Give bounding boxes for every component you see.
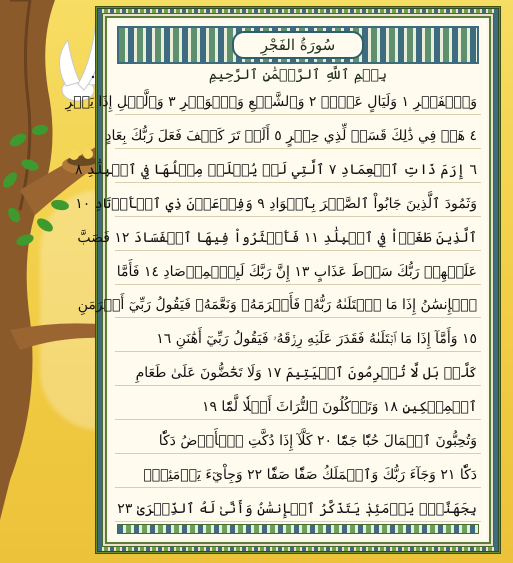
quran-page [65, 6, 501, 554]
verse-line: عَلَيۡهِمۡ رَبُّكَ سَوۡطَ عَذَابٍ ١٣ إِنَّ رَبَّكَ لَبِٱلۡمِرۡصَادِ ١٤ فَأَمَّا [115, 260, 481, 285]
basmala: بِسۡمِ ٱللَّهِ ٱلرَّحۡمَٰنِ ٱلرَّحِيمِ [208, 67, 388, 83]
verse-line: بِجَهَنَّمَۚ يَوۡمَئِذٖ يَتَذَكَّرُ ٱلۡإِنسَٰنُ وَأَنَّىٰ لَهُ ٱلذِّكۡرَىٰ ٢٣ [115, 497, 481, 522]
verse-line: وَتُحِبُّونَ ٱلۡمَالَ حُبّٗا جَمّٗا ٢٠ كَلَّآ إِذَا دُكَّتِ ٱلۡأَرۡضُ دَكّٗا [115, 429, 481, 454]
verse-line: وَٱلۡفَجۡرِ ١ وَلَيَالٍ عَشۡرٖ ٢ وَٱلشَّفۡعِ وَٱلۡوَتۡرِ ٣ وَٱلَّيۡلِ إِذَا يَسۡرِ [115, 90, 481, 115]
surah-title: سُورَةُ الفَجْرِ [232, 31, 364, 59]
surah-title-band [117, 26, 479, 64]
verse-line: ٱلۡإِنسَٰنُ إِذَا مَا ٱبۡتَلَىٰهُ رَبُّهُۥ فَأَكۡرَمَهُۥ وَنَعَّمَهُۥ فَيَقُولُ رَبِّيٓ أَكۡرَمَنِ [115, 293, 481, 318]
verse-line: دَكّٗا ٢١ وَجَآءَ رَبُّكَ وَٱلۡمَلَكُ صَفّٗا صَفّٗا ٢٢ وَجِاْيٓءَ يَوۡمَئِذِۭ [115, 463, 481, 488]
bottom-ornament-band [117, 524, 479, 534]
verse-line: ٱلۡمِسۡكِينِ ١٨ وَتَأۡكُلُونَ ٱلتُّرَاثَ أَكۡلٗا لَّمّٗا ١٩ [115, 395, 481, 420]
verse-line: ١٥ وَأَمَّآ إِذَا مَا ٱبۡتَلَىٰهُ فَقَدَرَ عَلَيۡهِ رِزۡقَهُۥ فَيَقُولُ رَبِّيٓ أَهَٰنَنِ ١٦ [115, 327, 481, 352]
verse-line: ٤ هَلۡ فِي ذَٰلِكَ قَسَمٞ لِّذِي حِجۡرٍ ٥ أَلَمۡ تَرَ كَيۡفَ فَعَلَ رَبُّكَ بِعَادٍ [115, 124, 481, 149]
verse-line: كَلَّاۖ بَل لَّا تُكۡرِمُونَ ٱلۡيَتِيمَ ١٧ وَلَا تَحَٰٓضُّونَ عَلَىٰ طَعَامِ [115, 361, 481, 386]
verse-line: ٱلَّذِينَ طَغَوۡاْ فِي ٱلۡبِلَٰدِ ١١ فَأَكۡثَرُواْ فِيهَا ٱلۡفَسَادَ ١٢ فَصَبَّ [115, 226, 481, 251]
verse-lines [65, 90, 481, 522]
verse-line: وَثَمُودَ ٱلَّذِينَ جَابُواْ ٱلصَّخۡرَ بِٱلۡوَادِ ٩ وَفِرۡعَوۡنَ ذِي ٱلۡأَوۡتَادِ ١٠ [115, 192, 481, 217]
verse-line: ٦ إِرَمَ ذَاتِ ٱلۡعِمَادِ ٧ ٱلَّتِي لَمۡ يُخۡلَقۡ مِثۡلُهَا فِي ٱلۡبِلَٰدِ ٨ [115, 158, 481, 183]
page-content [65, 20, 487, 540]
